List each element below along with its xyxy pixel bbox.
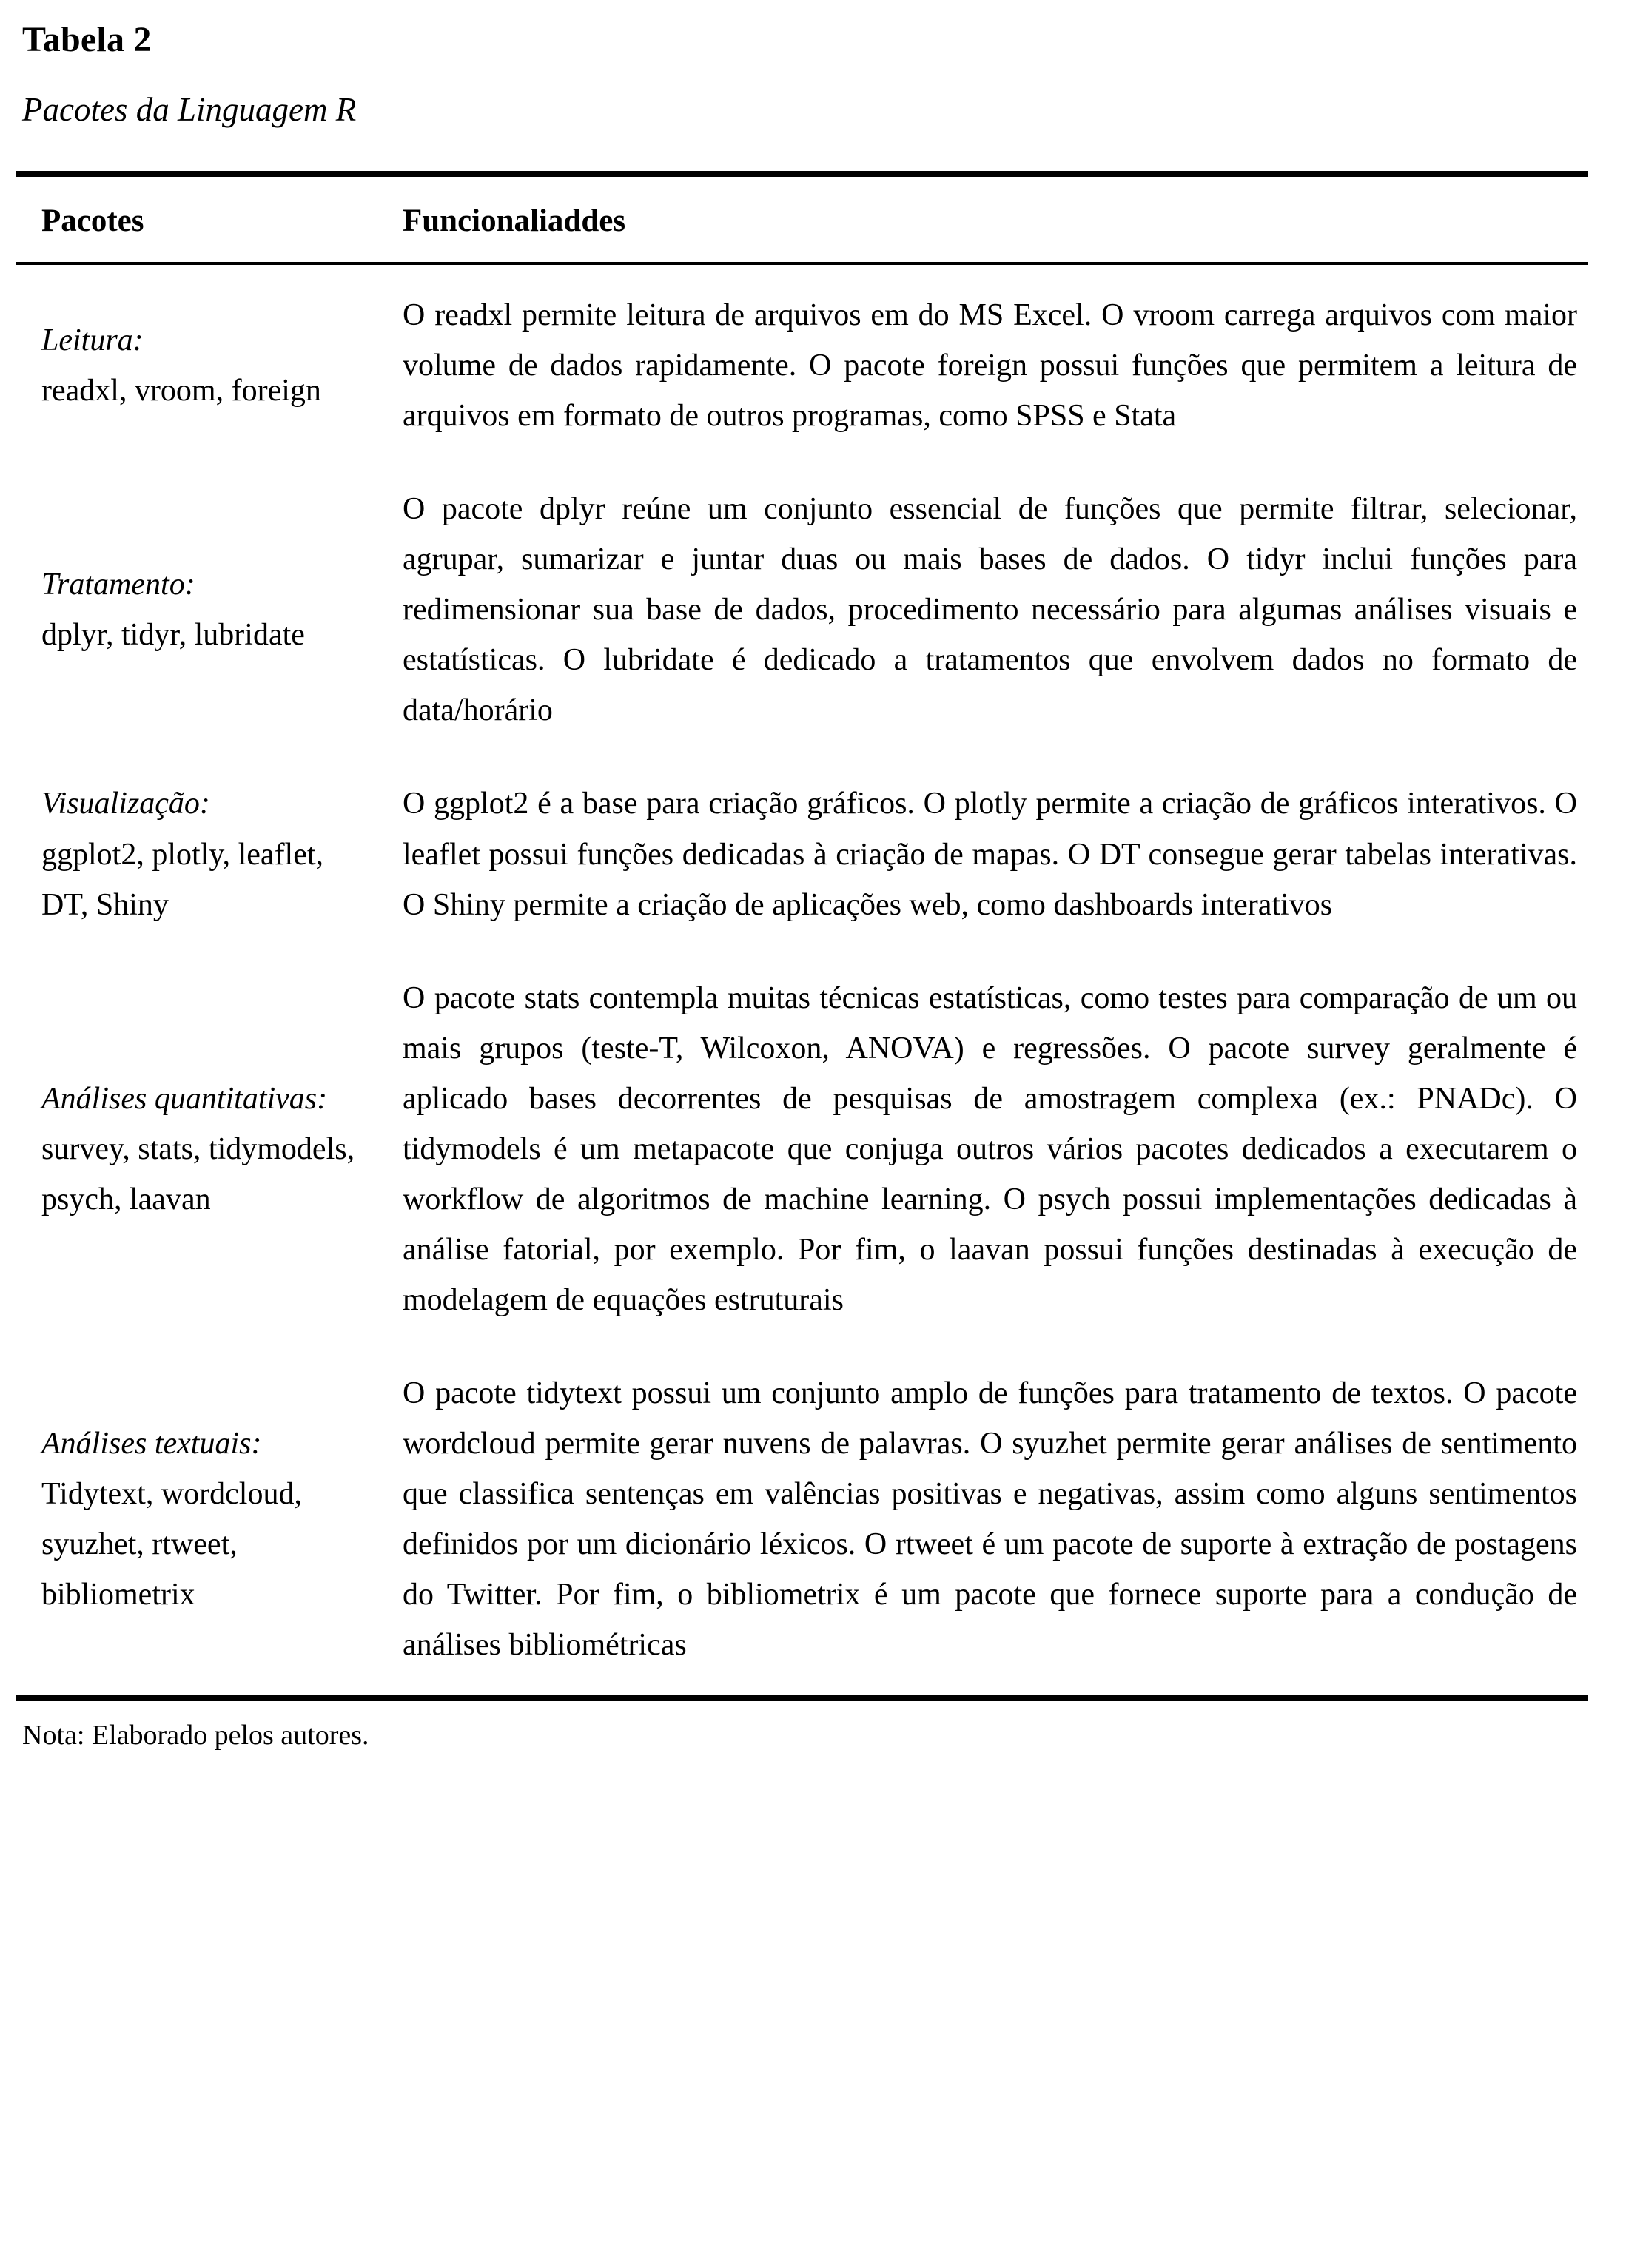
cell-pacotes [16,1347,386,1698]
package-category: Análises quantitativas: [41,1081,328,1116]
cell-funcionalidades: O readxl permite leitura de arquivos em do MS Excel. O vroom carrega arquivos com maior volume de dados rapidamente. O pacote foreign possui funções que permitem a leitura de arquivos em formato de outros programas, como SPSS e Stata [403,298,1577,434]
cell-funcionalidades: O pacote dplyr reúne um conjunto essencial de funções que permite filtrar, selecionar, agrupar, sumarizar e juntar duas ou mais bases de dados. O tidyr inclui funções para redimensionar sua base de dados, procedimento necessário para algumas análises visuais e estatísticas. O lubridate é dedicado a tratamentos que envolvem dados no formato de data/horário [403,492,1577,728]
column-header-pacotes: Pacotes [41,203,144,238]
package-list: dplyr, tidyr, lubridate [41,618,305,653]
package-category: Leitura: [41,323,144,358]
packages-table [16,171,1588,1701]
cell-funcionalidades: O ggplot2 é a base para criação gráficos. O plotly permite a criação de gráficos interativos. O leaflet possui funções dedicadas à criação de mapas. O DT consegue gerar tabelas interativas. O Shiny permite a criação de aplicações web, como dashboards interativos [403,787,1577,922]
package-list: readxl, vroom, foreign [41,374,321,408]
table-note: Nota: Elaborado pelos autores. [22,1719,369,1751]
table-row [16,263,1588,463]
table-title: Pacotes da Linguagem R [22,90,357,128]
table-row [16,463,1588,758]
cell-pacotes [16,758,386,952]
table-number: Tabela 2 [22,20,152,59]
package-category: Tratamento: [41,568,195,602]
cell-pacotes [16,952,386,1347]
table-header-row [16,174,1588,264]
package-list: survey, stats, tidymodels, psych, laavan [41,1131,355,1217]
table-caption-block [0,0,1626,129]
cell-pacotes [16,463,386,758]
package-list: Tidytext, wordcloud, syuzhet, rtweet, bibliometrix [41,1476,302,1612]
column-header-funcionalidades: Funcionaliaddes [403,203,626,238]
table-header [16,174,1588,264]
table-row [16,758,1588,952]
table-wrapper [16,171,1588,1701]
package-category: Análises textuais: [41,1426,262,1461]
package-category: Visualização: [41,787,210,821]
package-list: ggplot2, plotly, leaflet, DT, Shiny [41,837,324,922]
table-row [16,1347,1588,1698]
cell-pacotes [16,263,386,463]
cell-funcionalidades: O pacote stats contempla muitas técnicas estatísticas, como testes para comparação de um ou mais grupos (teste-T, Wilcoxon, ANOVA) e regressões. O pacote survey geralmente é aplicado bases decorrentes de pesquisas de amostragem complexa (ex.: PNADc). O tidymodels é um metapacote que conjuga outros vários pacotes dedicados a executarem o workflow de algoritmos de machine learning. O psych possui implementações dedicadas à análise fatorial, por exemplo. Por fim, o laavan possui funções destinadas à execução de modelagem de equações estruturais [403,980,1577,1317]
cell-funcionalidades: O pacote tidytext possui um conjunto amplo de funções para tratamento de textos. O pacote wordcloud permite gerar nuvens de palavras. O syuzhet permite gerar análises de sentimento que classifica sentenças em valências positivas e negativas, assim como alguns sentimentos definidos por um dicionário léxicos. O rtweet é um pacote de suporte à extração de postagens do Twitter. Por fim, o bibliometrix é um pacote que fornece suporte para a condução de análises bibliométricas [403,1376,1577,1662]
table-row [16,952,1588,1347]
table-body [16,263,1588,1698]
